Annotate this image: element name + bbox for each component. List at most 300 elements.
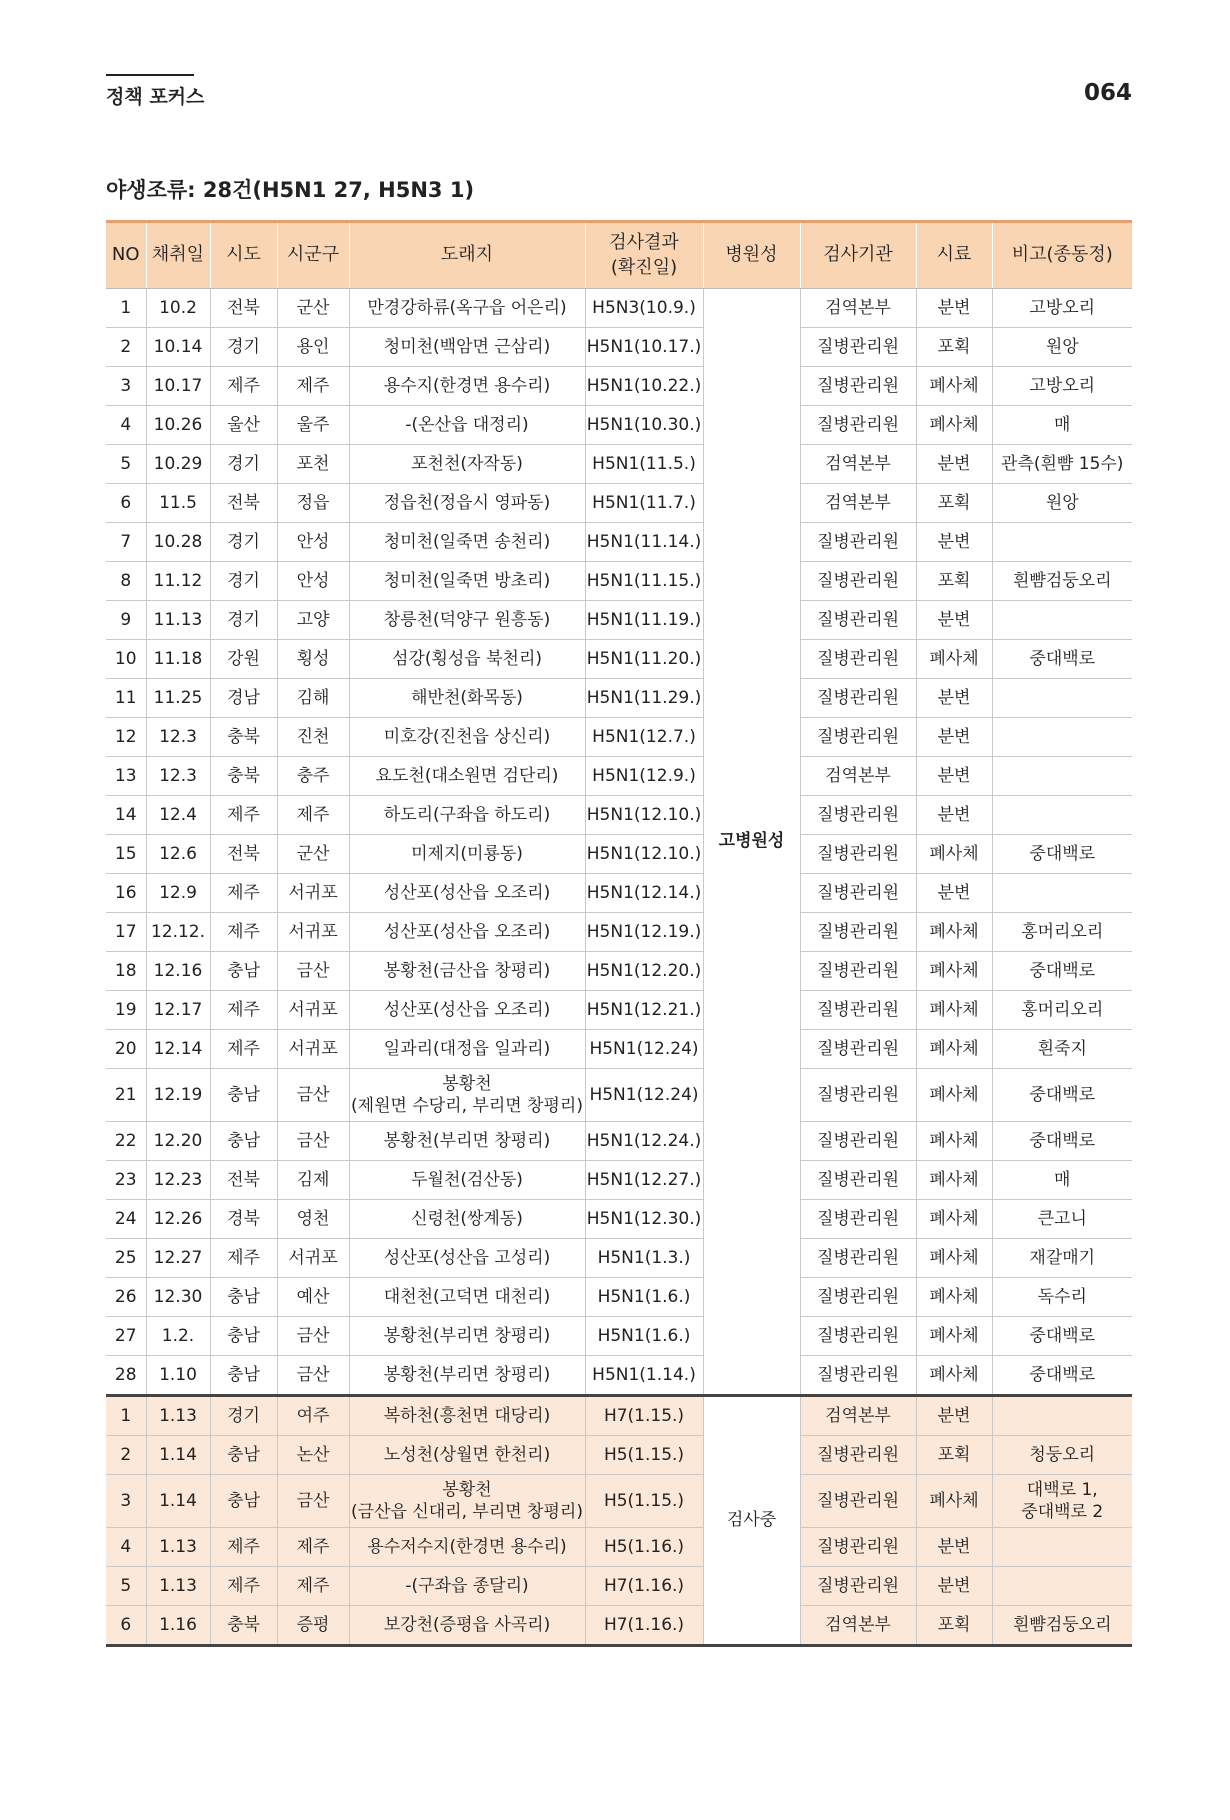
cell-test-result: H5N1(10.22.)	[585, 367, 703, 406]
cell-remarks: 원앙	[992, 328, 1132, 367]
cell-site: 용수저수지(한경면 용수리)	[349, 1528, 585, 1567]
cell-agency: 질병관리원	[800, 1567, 916, 1606]
table-row	[106, 523, 1132, 562]
header-province: 시도	[210, 222, 277, 289]
cell-remarks	[992, 601, 1132, 640]
cell-agency: 질병관리원	[800, 406, 916, 445]
cell-sample: 폐사체	[916, 1161, 992, 1200]
cell-remarks: 중대백로	[992, 640, 1132, 679]
cell-collection-date: 11.13	[146, 601, 210, 640]
cell-city: 논산	[277, 1436, 349, 1475]
header-sample: 시료	[916, 222, 992, 289]
cell-city: 김제	[277, 1161, 349, 1200]
cell-remarks: 고방오리	[992, 289, 1132, 328]
cell-sample: 분변	[916, 289, 992, 328]
table-row	[106, 1161, 1132, 1200]
cell-province: 전북	[210, 484, 277, 523]
table-row	[106, 1317, 1132, 1356]
cell-test-result: H5N1(12.10.)	[585, 835, 703, 874]
cell-test-result: H5N1(10.30.)	[585, 406, 703, 445]
cell-city: 용인	[277, 328, 349, 367]
cell-collection-date: 12.20	[146, 1122, 210, 1161]
cell-collection-date: 11.18	[146, 640, 210, 679]
cell-sample: 폐사체	[916, 952, 992, 991]
cell-province: 경기	[210, 445, 277, 484]
cell-province: 경기	[210, 523, 277, 562]
cell-sample: 폐사체	[916, 406, 992, 445]
cell-agency: 질병관리원	[800, 796, 916, 835]
cell-agency: 질병관리원	[800, 1122, 916, 1161]
cell-no: 14	[106, 796, 146, 835]
cell-city: 진천	[277, 718, 349, 757]
cell-agency: 질병관리원	[800, 679, 916, 718]
cell-province: 충북	[210, 757, 277, 796]
cell-test-result: H5N1(12.24)	[585, 1030, 703, 1069]
table-title: 야생조류: 28건(H5N1 27, H5N3 1)	[106, 178, 475, 202]
cell-city: 서귀포	[277, 991, 349, 1030]
cell-collection-date: 10.29	[146, 445, 210, 484]
cell-province: 충북	[210, 718, 277, 757]
cell-sample: 폐사체	[916, 640, 992, 679]
cell-collection-date: 12.4	[146, 796, 210, 835]
cell-city: 충주	[277, 757, 349, 796]
cell-no: 1	[106, 1396, 146, 1436]
cell-sample: 폐사체	[916, 367, 992, 406]
cell-remarks: 중대백로	[992, 1317, 1132, 1356]
cell-sample: 폐사체	[916, 1239, 992, 1278]
cell-sample: 폐사체	[916, 1278, 992, 1317]
cell-no: 13	[106, 757, 146, 796]
cell-collection-date: 12.3	[146, 718, 210, 757]
cell-city: 금산	[277, 1069, 349, 1122]
table-row	[106, 1030, 1132, 1069]
cell-agency: 질병관리원	[800, 1317, 916, 1356]
cell-sample: 폐사체	[916, 991, 992, 1030]
cell-test-result: H5N1(11.14.)	[585, 523, 703, 562]
table-row	[106, 406, 1132, 445]
cell-agency: 질병관리원	[800, 1436, 916, 1475]
table-row	[106, 835, 1132, 874]
cell-sample: 폐사체	[916, 1069, 992, 1122]
cell-site: 정읍천(정읍시 영파동)	[349, 484, 585, 523]
cell-collection-date: 12.30	[146, 1278, 210, 1317]
cell-site: 두월천(검산동)	[349, 1161, 585, 1200]
cell-agency: 질병관리원	[800, 523, 916, 562]
cell-agency: 질병관리원	[800, 952, 916, 991]
table-row	[106, 1278, 1132, 1317]
cell-city: 금산	[277, 952, 349, 991]
cell-test-result: H5N1(11.29.)	[585, 679, 703, 718]
cell-test-result: H5N1(12.20.)	[585, 952, 703, 991]
pending-table-row	[106, 1528, 1132, 1567]
cell-province: 충남	[210, 1122, 277, 1161]
cell-province: 전북	[210, 289, 277, 328]
header-no: NO	[106, 222, 146, 289]
table-row	[106, 1122, 1132, 1161]
cell-collection-date: 12.3	[146, 757, 210, 796]
cell-remarks: 매	[992, 406, 1132, 445]
cell-site: 봉황천(부리면 창평리)	[349, 1317, 585, 1356]
table-header-row	[106, 222, 1132, 289]
cell-city: 안성	[277, 562, 349, 601]
table-row	[106, 1069, 1132, 1122]
cell-no: 4	[106, 1528, 146, 1567]
cell-remarks: 대백로 1, 중대백로 2	[992, 1475, 1132, 1528]
cell-no: 28	[106, 1356, 146, 1396]
cell-province: 제주	[210, 874, 277, 913]
table-row	[106, 991, 1132, 1030]
page-number: 064	[1083, 80, 1132, 106]
cell-remarks: 흰뺨검둥오리	[992, 1606, 1132, 1646]
cell-site: 청미천(일죽면 방초리)	[349, 562, 585, 601]
cell-test-result: H5(1.15.)	[585, 1436, 703, 1475]
cell-collection-date: 10.2	[146, 289, 210, 328]
cell-site: 봉황천 (제원면 수당리, 부리면 창평리)	[349, 1069, 585, 1122]
cell-remarks: 관측(흰뺨 15수)	[992, 445, 1132, 484]
cell-city: 서귀포	[277, 913, 349, 952]
cell-test-result: H7(1.16.)	[585, 1567, 703, 1606]
cell-test-result: H5N1(11.19.)	[585, 601, 703, 640]
cell-agency: 검역본부	[800, 445, 916, 484]
cell-collection-date: 12.9	[146, 874, 210, 913]
cell-test-result: H5N1(1.6.)	[585, 1317, 703, 1356]
cell-city: 군산	[277, 835, 349, 874]
cell-collection-date: 1.14	[146, 1475, 210, 1528]
cell-pathogenicity: 검사중	[703, 1396, 800, 1646]
cell-province: 전북	[210, 1161, 277, 1200]
cell-site: 해반천(화목동)	[349, 679, 585, 718]
cell-collection-date: 11.5	[146, 484, 210, 523]
cell-collection-date: 12.23	[146, 1161, 210, 1200]
pending-table-row	[106, 1396, 1132, 1436]
cell-test-result: H5N1(12.24)	[585, 1069, 703, 1122]
cell-city: 영천	[277, 1200, 349, 1239]
cell-city: 김해	[277, 679, 349, 718]
cell-province: 제주	[210, 367, 277, 406]
cell-test-result: H5N1(11.15.)	[585, 562, 703, 601]
cell-site: 봉황천(부리면 창평리)	[349, 1122, 585, 1161]
cell-collection-date: 1.14	[146, 1436, 210, 1475]
cell-agency: 질병관리원	[800, 367, 916, 406]
cell-city: 금산	[277, 1356, 349, 1396]
table-row	[106, 601, 1132, 640]
pending-table-row	[106, 1475, 1132, 1528]
cell-sample: 폐사체	[916, 1475, 992, 1528]
cell-site: 성산포(성산읍 오조리)	[349, 874, 585, 913]
cell-test-result: H5N1(1.6.)	[585, 1278, 703, 1317]
pending-table-row	[106, 1436, 1132, 1475]
cell-no: 11	[106, 679, 146, 718]
cell-collection-date: 11.12	[146, 562, 210, 601]
cell-sample: 분변	[916, 1567, 992, 1606]
cell-remarks	[992, 757, 1132, 796]
cell-city: 금산	[277, 1317, 349, 1356]
header-agency: 검사기관	[800, 222, 916, 289]
cell-agency: 검역본부	[800, 289, 916, 328]
cell-city: 횡성	[277, 640, 349, 679]
cell-sample: 폐사체	[916, 1030, 992, 1069]
cell-remarks: 중대백로	[992, 835, 1132, 874]
cell-remarks	[992, 1567, 1132, 1606]
cell-sample: 폐사체	[916, 1200, 992, 1239]
cell-city: 서귀포	[277, 874, 349, 913]
table-row	[106, 367, 1132, 406]
table-row	[106, 1200, 1132, 1239]
cell-remarks: 청둥오리	[992, 1436, 1132, 1475]
cell-test-result: H7(1.16.)	[585, 1606, 703, 1646]
cell-test-result: H5N1(1.14.)	[585, 1356, 703, 1396]
cell-no: 5	[106, 445, 146, 484]
table-row	[106, 640, 1132, 679]
cell-agency: 검역본부	[800, 1396, 916, 1436]
cell-sample: 분변	[916, 1528, 992, 1567]
cell-province: 제주	[210, 913, 277, 952]
cell-no: 2	[106, 1436, 146, 1475]
cell-test-result: H5N1(10.17.)	[585, 328, 703, 367]
cell-province: 전북	[210, 835, 277, 874]
table-row	[106, 718, 1132, 757]
cell-no: 19	[106, 991, 146, 1030]
pending-table-row	[106, 1567, 1132, 1606]
cell-agency: 질병관리원	[800, 718, 916, 757]
cell-site: 요도천(대소원면 검단리)	[349, 757, 585, 796]
cell-no: 16	[106, 874, 146, 913]
pending-table-row	[106, 1606, 1132, 1646]
cell-sample: 폐사체	[916, 1356, 992, 1396]
cell-no: 8	[106, 562, 146, 601]
cell-sample: 분변	[916, 1396, 992, 1436]
cell-site: 보강천(증평읍 사곡리)	[349, 1606, 585, 1646]
cell-collection-date: 10.17	[146, 367, 210, 406]
cell-sample: 분변	[916, 445, 992, 484]
cell-test-result: H5(1.16.)	[585, 1528, 703, 1567]
cell-site: 섬강(횡성읍 북천리)	[349, 640, 585, 679]
header-test-result: 검사결과 (확진일)	[585, 222, 703, 289]
cell-site: 봉황천(부리면 창평리)	[349, 1356, 585, 1396]
table-row	[106, 1239, 1132, 1278]
cell-remarks: 중대백로	[992, 1069, 1132, 1122]
cell-province: 제주	[210, 991, 277, 1030]
cell-no: 20	[106, 1030, 146, 1069]
cell-province: 충남	[210, 1069, 277, 1122]
cell-province: 제주	[210, 1567, 277, 1606]
cell-province: 충남	[210, 1356, 277, 1396]
cell-province: 강원	[210, 640, 277, 679]
cell-agency: 검역본부	[800, 757, 916, 796]
cell-site: 포천천(자작동)	[349, 445, 585, 484]
cell-pathogenicity: 고병원성	[703, 289, 800, 1396]
cell-city: 군산	[277, 289, 349, 328]
cell-no: 1	[106, 289, 146, 328]
wild-bird-avian-influenza-table	[106, 220, 1132, 1647]
cell-province: 제주	[210, 796, 277, 835]
cell-remarks	[992, 874, 1132, 913]
cell-province: 충남	[210, 952, 277, 991]
cell-test-result: H5N1(11.7.)	[585, 484, 703, 523]
cell-test-result: H5N1(12.7.)	[585, 718, 703, 757]
cell-province: 충남	[210, 1278, 277, 1317]
cell-no: 22	[106, 1122, 146, 1161]
cell-agency: 질병관리원	[800, 913, 916, 952]
cell-site: 복하천(흥천면 대당리)	[349, 1396, 585, 1436]
cell-test-result: H5N1(12.9.)	[585, 757, 703, 796]
cell-site: 창릉천(덕양구 원흥동)	[349, 601, 585, 640]
cell-test-result: H5(1.15.)	[585, 1475, 703, 1528]
cell-remarks	[992, 1396, 1132, 1436]
table-row	[106, 757, 1132, 796]
table-row	[106, 328, 1132, 367]
cell-sample: 폐사체	[916, 1317, 992, 1356]
header-remarks: 비고(종동정)	[992, 222, 1132, 289]
cell-collection-date: 12.6	[146, 835, 210, 874]
cell-agency: 질병관리원	[800, 1528, 916, 1567]
table-row	[106, 874, 1132, 913]
table-row	[106, 952, 1132, 991]
cell-sample: 포획	[916, 484, 992, 523]
table-row	[106, 562, 1132, 601]
cell-no: 4	[106, 406, 146, 445]
cell-province: 경기	[210, 562, 277, 601]
cell-remarks: 흰뺨검둥오리	[992, 562, 1132, 601]
cell-no: 15	[106, 835, 146, 874]
cell-agency: 질병관리원	[800, 1069, 916, 1122]
cell-city: 제주	[277, 367, 349, 406]
cell-site: 노성천(상월면 한천리)	[349, 1436, 585, 1475]
cell-remarks: 홍머리오리	[992, 991, 1132, 1030]
cell-city: 금산	[277, 1122, 349, 1161]
table-row	[106, 796, 1132, 835]
cell-test-result: H5N1(1.3.)	[585, 1239, 703, 1278]
table-row	[106, 445, 1132, 484]
cell-city: 제주	[277, 1567, 349, 1606]
header-collection-date: 채취일	[146, 222, 210, 289]
cell-city: 제주	[277, 1528, 349, 1567]
cell-remarks	[992, 1528, 1132, 1567]
cell-collection-date: 1.10	[146, 1356, 210, 1396]
cell-remarks	[992, 523, 1132, 562]
table-row	[106, 1356, 1132, 1396]
table-body	[106, 289, 1132, 1646]
cell-site: -(구좌읍 종달리)	[349, 1567, 585, 1606]
cell-sample: 폐사체	[916, 835, 992, 874]
cell-collection-date: 1.13	[146, 1528, 210, 1567]
cell-site: 청미천(백암면 근삼리)	[349, 328, 585, 367]
cell-sample: 분변	[916, 523, 992, 562]
cell-remarks: 원앙	[992, 484, 1132, 523]
cell-sample: 분변	[916, 718, 992, 757]
cell-sample: 분변	[916, 679, 992, 718]
table-row	[106, 289, 1132, 328]
cell-city: 제주	[277, 796, 349, 835]
cell-province: 충남	[210, 1317, 277, 1356]
cell-agency: 질병관리원	[800, 1200, 916, 1239]
cell-collection-date: 1.16	[146, 1606, 210, 1646]
cell-test-result: H7(1.15.)	[585, 1396, 703, 1436]
cell-collection-date: 11.25	[146, 679, 210, 718]
cell-sample: 포획	[916, 1436, 992, 1475]
table-row	[106, 484, 1132, 523]
cell-no: 23	[106, 1161, 146, 1200]
cell-agency: 질병관리원	[800, 640, 916, 679]
cell-remarks	[992, 796, 1132, 835]
cell-remarks: 중대백로	[992, 952, 1132, 991]
cell-agency: 질병관리원	[800, 1030, 916, 1069]
cell-no: 24	[106, 1200, 146, 1239]
cell-sample: 포획	[916, 328, 992, 367]
cell-site: 미호강(진천읍 상신리)	[349, 718, 585, 757]
cell-site: 봉황천 (금산읍 신대리, 부리면 창평리)	[349, 1475, 585, 1528]
cell-province: 경기	[210, 601, 277, 640]
cell-sample: 폐사체	[916, 913, 992, 952]
cell-site: 성산포(성산읍 고성리)	[349, 1239, 585, 1278]
cell-no: 2	[106, 328, 146, 367]
cell-no: 26	[106, 1278, 146, 1317]
cell-city: 서귀포	[277, 1030, 349, 1069]
cell-collection-date: 1.13	[146, 1567, 210, 1606]
cell-agency: 검역본부	[800, 1606, 916, 1646]
cell-collection-date: 12.12.	[146, 913, 210, 952]
cell-site: 성산포(성산읍 오조리)	[349, 991, 585, 1030]
cell-remarks: 흰죽지	[992, 1030, 1132, 1069]
cell-province: 충북	[210, 1606, 277, 1646]
cell-remarks	[992, 718, 1132, 757]
cell-province: 제주	[210, 1528, 277, 1567]
cell-collection-date: 12.17	[146, 991, 210, 1030]
table-row	[106, 679, 1132, 718]
cell-agency: 질병관리원	[800, 1356, 916, 1396]
cell-agency: 질병관리원	[800, 328, 916, 367]
cell-no: 10	[106, 640, 146, 679]
cell-remarks: 중대백로	[992, 1356, 1132, 1396]
cell-no: 7	[106, 523, 146, 562]
cell-remarks: 고방오리	[992, 367, 1132, 406]
cell-province: 제주	[210, 1030, 277, 1069]
cell-no: 3	[106, 1475, 146, 1528]
header-pathogenicity: 병원성	[703, 222, 800, 289]
cell-site: 일과리(대정읍 일과리)	[349, 1030, 585, 1069]
cell-no: 3	[106, 367, 146, 406]
cell-test-result: H5N1(12.21.)	[585, 991, 703, 1030]
cell-city: 서귀포	[277, 1239, 349, 1278]
cell-city: 울주	[277, 406, 349, 445]
cell-no: 6	[106, 484, 146, 523]
cell-sample: 포획	[916, 1606, 992, 1646]
cell-agency: 질병관리원	[800, 1161, 916, 1200]
cell-city: 여주	[277, 1396, 349, 1436]
cell-collection-date: 10.26	[146, 406, 210, 445]
cell-no: 21	[106, 1069, 146, 1122]
cell-site: 신령천(쌍계동)	[349, 1200, 585, 1239]
cell-agency: 질병관리원	[800, 1239, 916, 1278]
cell-sample: 분변	[916, 796, 992, 835]
cell-no: 27	[106, 1317, 146, 1356]
cell-collection-date: 12.16	[146, 952, 210, 991]
cell-site: 미제지(미룡동)	[349, 835, 585, 874]
cell-no: 9	[106, 601, 146, 640]
cell-agency: 질병관리원	[800, 562, 916, 601]
cell-agency: 질병관리원	[800, 601, 916, 640]
cell-no: 12	[106, 718, 146, 757]
cell-sample: 포획	[916, 562, 992, 601]
table-row	[106, 913, 1132, 952]
cell-remarks: 큰고니	[992, 1200, 1132, 1239]
cell-collection-date: 12.27	[146, 1239, 210, 1278]
cell-collection-date: 10.14	[146, 328, 210, 367]
cell-remarks	[992, 679, 1132, 718]
cell-site: -(온산읍 대정리)	[349, 406, 585, 445]
cell-test-result: H5N1(12.27.)	[585, 1161, 703, 1200]
cell-test-result: H5N1(12.14.)	[585, 874, 703, 913]
